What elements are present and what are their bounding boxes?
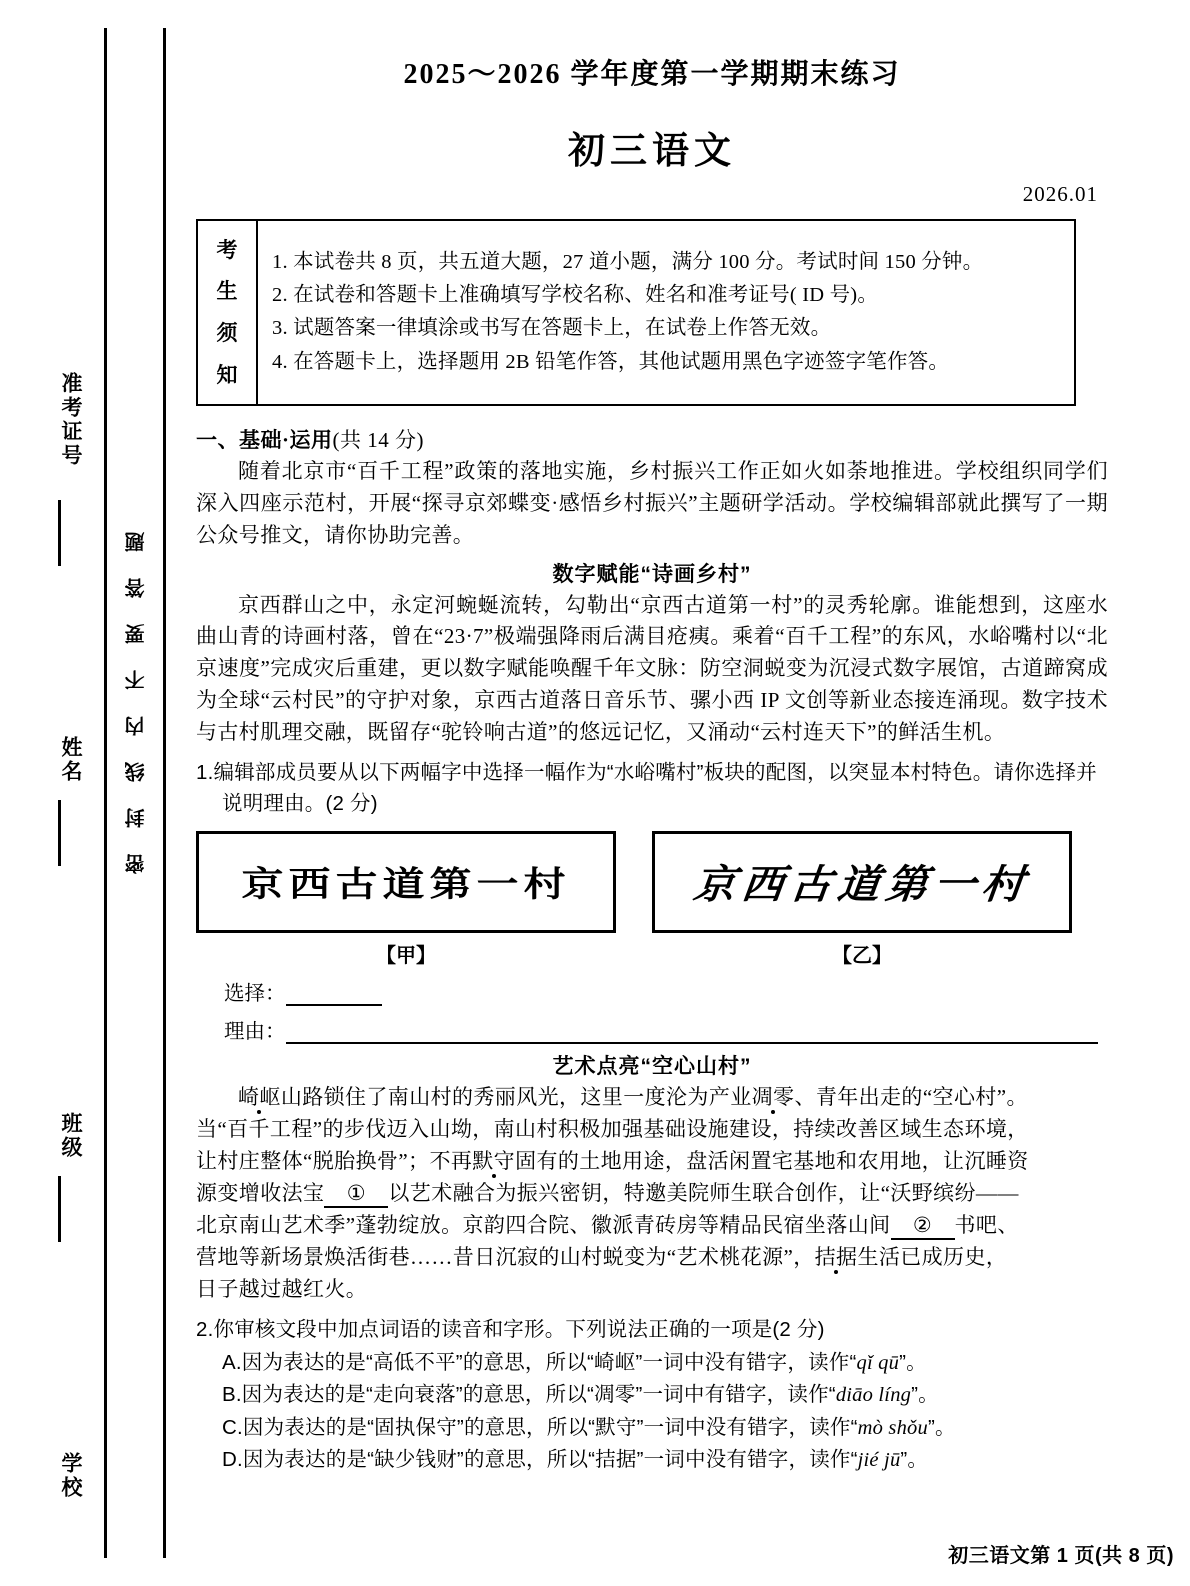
field-label-name: 姓名 xyxy=(59,736,83,784)
question-2-stem xyxy=(196,1314,1108,1345)
option-c-text-1: 因为表达的是“固执保守”的意思，所以“默守”一词中没有错字，读作“ xyxy=(242,1415,858,1439)
question-1 xyxy=(196,757,1108,819)
option-b-text-1: 因为表达的是“走向衰落”的意思，所以“凋零”一词中有错字，读作“ xyxy=(241,1383,836,1407)
passage-two-line-3 xyxy=(196,1146,1108,1178)
margin-rule-outer xyxy=(104,28,107,1558)
option-a-text-2: ”。 xyxy=(899,1350,927,1374)
calligraphy-text-jia: 京西古道第一村 xyxy=(241,864,571,905)
passage-two-line-5 xyxy=(196,1210,1108,1242)
question-2-number: 2. xyxy=(196,1317,214,1341)
notice-label-char-1: 考 xyxy=(216,237,238,262)
calligraphy-image-row xyxy=(196,831,1072,968)
passage-blank-2[interactable]: ② xyxy=(891,1213,955,1240)
option-d-text-2: ”。 xyxy=(900,1448,929,1471)
option-c-pinyin: mò shǒu xyxy=(857,1416,928,1439)
question-2 xyxy=(196,1314,1108,1477)
field-label-class: 班级 xyxy=(59,1112,83,1160)
calligraphy-box-yi xyxy=(652,831,1072,933)
notice-item-list xyxy=(258,237,1074,388)
notice-item: 1. 本试卷共 8 页，共五道大题，27 道小题，满分 100 分。考试时间 150 分钟。 xyxy=(272,251,984,273)
option-b-text-2: ”。 xyxy=(911,1383,939,1407)
option-d-text-1: 因为表达的是“缺少钱财”的意思，所以“拮据”一词中没有错字，读作“ xyxy=(242,1448,858,1471)
answer-row-choice xyxy=(196,976,1108,1006)
exam-date: 2026.01 xyxy=(1022,182,1098,206)
page-footer: 初三语文第 1 页(共 8 页) xyxy=(948,1545,1174,1567)
passage-two-line-1-mid: 山路锁住了南山村的秀丽风光，这里一度沦为产业 xyxy=(280,1085,752,1110)
passage-one-body: 京西群山之中，永定河蜿蜒流转，勾勒出“京西古道第一村”的灵秀轮廓。谁能想到，这座水曲山青的诗画村落，曾在“23·7”极端强降雨后满目疮痍。乘着“百千工程”的东风，水峪嘴村以“北京速度”完成灾后重建，更以数字赋能唤醒千年文脉：防空洞蜕变为沉浸式数字展馆，古道蹄窝成为全球“云村民”的守护对象，京西古道落日音乐节、骡小西 IP 文创等新业态接连涌现。数字技术与古村肌理交融，既留存“驼铃响古道”的悠远记忆，又涌动“云村连天下”的鲜活生机。 xyxy=(196,592,1108,745)
option-b-pinyin: diāo líng xyxy=(835,1384,912,1407)
field-rule-name xyxy=(58,800,61,866)
notice-label-char-4: 知 xyxy=(216,362,238,387)
emph-moshou: 默守 xyxy=(472,1149,516,1174)
field-label-exam-id: 准考证号 xyxy=(59,372,83,468)
option-c-text-2: ”。 xyxy=(927,1415,956,1439)
passage-two-title: 艺术点亮“空心山村” xyxy=(552,1055,752,1079)
content-column xyxy=(196,0,1108,1586)
option-a-text-1: 因为表达的是“高低不平”的意思，所以“崎岖”一词中没有错字，读作“ xyxy=(241,1350,857,1374)
notice-label-char-2: 生 xyxy=(216,279,238,304)
option-a-letter: A. xyxy=(222,1350,242,1374)
notice-item: 2. 在试卷和答题卡上准确填写学校名称、姓名和准考证号( ID 号)。 xyxy=(272,284,879,307)
answer-label-choice: 选择： xyxy=(224,982,286,1006)
question-2-options xyxy=(196,1347,1108,1477)
calligraphy-option-jia[interactable] xyxy=(196,831,616,968)
passage-two-line-5-end: 书吧、 xyxy=(954,1213,1019,1237)
emph-jieju: 拮据 xyxy=(814,1244,858,1269)
emph-diaoling: 凋零 xyxy=(751,1085,795,1110)
calligraphy-caption-yi: 【乙】 xyxy=(832,945,892,968)
question-1-number: 1. xyxy=(196,761,214,785)
calligraphy-text-yi: 京西古道第一村 xyxy=(691,861,1033,909)
section-one-points: (共 14 分) xyxy=(332,427,425,452)
candidate-notice-box xyxy=(196,219,1076,406)
option-b-letter: B. xyxy=(222,1383,242,1407)
seal-line-text: 密封线内不要答题 xyxy=(126,506,148,874)
notice-item: 4. 在答题卡上，选择题用 2B 铅笔作答，其他试题用黑色字迹签字笔作答。 xyxy=(272,350,950,373)
passage-two-line-3-start: 让村庄整体“脱胎换骨”；不再 xyxy=(196,1149,473,1174)
question-2-text: 你审核文段中加点词语的读音和字形。下列说法正确的一项是 xyxy=(213,1317,773,1341)
field-label-school: 学校 xyxy=(59,1452,83,1500)
passage-two-body xyxy=(196,1082,1108,1305)
passage-two-line-1 xyxy=(196,1082,1108,1114)
question-1-stem xyxy=(196,757,1108,819)
margin-rule-inner xyxy=(163,28,166,1558)
answer-row-reason xyxy=(196,1014,1108,1044)
exam-title: 2025～2026 学年度第一学期期末练习 xyxy=(403,59,901,90)
notice-label-char-3: 须 xyxy=(216,320,238,345)
passage-two-line-7: 日子越过越红火。 xyxy=(196,1276,368,1301)
option-c[interactable] xyxy=(196,1412,1108,1444)
passage-blank-1[interactable]: ① xyxy=(324,1181,388,1208)
option-d-letter: D. xyxy=(222,1448,243,1471)
emph-qiqu: 崎岖 xyxy=(238,1085,281,1110)
field-rule-class xyxy=(58,1176,61,1242)
option-a-pinyin: qǐ qū xyxy=(856,1351,900,1374)
notice-item: 3. 试题答案一律填涂或书写在答题卡上，在试卷上作答无效。 xyxy=(272,317,832,340)
passage-two-line-4-end: 以艺术融合为振兴密钥，特邀美院师生联合创作，让“沃野缤纷—— xyxy=(388,1181,1019,1206)
section-one-intro: 随着北京市“百千工程”政策的落地实施，乡村振兴工作正如火如荼地推进。学校组织同学们深入四座示范村，开展“探寻京郊蝶变·感悟乡村振兴”主题研学活动。学校编辑部就此撰写了一期公众号推文，请你协助完善。 xyxy=(196,458,1108,547)
passage-two-line-4-start: 源变增收法宝 xyxy=(196,1181,325,1206)
passage-two-line-2: 当“百千工程”的步伐迈入山坳，南山村积极加强基础设施建设，持续改善区域生态环境， xyxy=(196,1117,1029,1142)
notice-label-column xyxy=(198,221,258,404)
passage-two-line-3-end: 固有的土地用途，盘活闲置宅基地和农用地，让沉睡资 xyxy=(515,1149,1029,1174)
option-b[interactable] xyxy=(196,1379,1108,1411)
field-rule-exam-id xyxy=(58,500,61,566)
passage-two-line-6-end: 生活已成历史， xyxy=(857,1244,1008,1269)
subject-title: 初三语文 xyxy=(568,130,736,171)
calligraphy-caption-jia: 【甲】 xyxy=(376,945,436,968)
question-1-points: (2 分) xyxy=(325,792,378,816)
seal-margin xyxy=(0,0,196,1586)
passage-two-line-6-start: 营地等新场景焕活街巷……昔日沉寂的山村蜕变为“艺术桃花源”， xyxy=(196,1244,815,1269)
option-c-letter: C. xyxy=(222,1415,243,1439)
passage-two-line-6 xyxy=(196,1242,1108,1274)
option-a[interactable] xyxy=(196,1347,1108,1379)
answer-blank-reason[interactable] xyxy=(286,1025,1099,1044)
question-2-points: (2 分) xyxy=(772,1317,825,1341)
section-one-heading xyxy=(196,424,1108,454)
question-1-text: 编辑部成员要从以下两幅字中选择一幅作为“水峪嘴村”板块的配图，以突显本村特色。请你选择并说明理由。 xyxy=(213,761,1097,816)
option-d[interactable] xyxy=(196,1444,1108,1476)
passage-two-line-1-end: 、青年出走的“空心村”。 xyxy=(794,1085,1028,1110)
option-d-pinyin: jié jū xyxy=(857,1449,901,1471)
section-one-title: 一、基础·运用 xyxy=(196,427,333,452)
passage-two-line-5-start: 北京南山艺术季”蓬勃绽放。京韵四合院、徽派青砖房等精品民宿坐落山间 xyxy=(196,1213,891,1237)
answer-label-reason: 理由： xyxy=(224,1020,286,1044)
calligraphy-option-yi[interactable] xyxy=(652,831,1072,968)
passage-two-line-4 xyxy=(196,1178,1108,1210)
passage-one-title: 数字赋能“诗画乡村” xyxy=(552,562,752,586)
calligraphy-box-jia xyxy=(196,831,616,933)
answer-blank-choice[interactable] xyxy=(286,987,382,1006)
